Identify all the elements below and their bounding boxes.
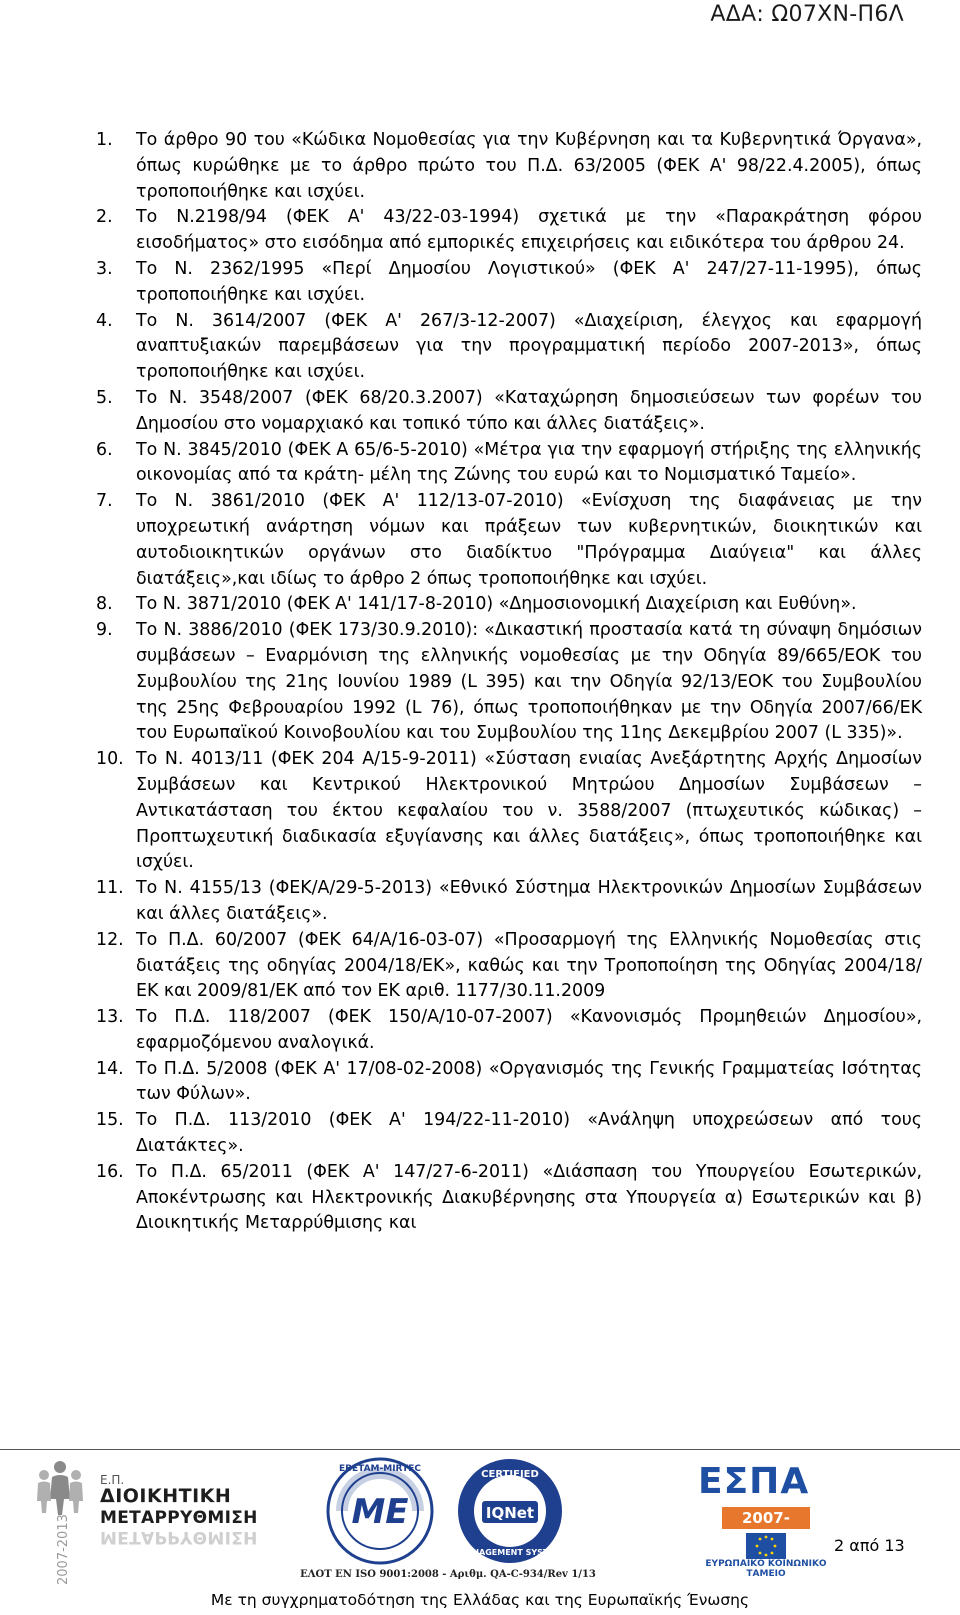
item-text: Το Ν. 3614/2007 (ΦΕΚ Α' 267/3-12-2007) «Διαχείριση, έλεγχος και εφαρμογή αναπτυξιακών παρεμβάσεων για την προγραμματική περίοδο 2007-2013», όπως τροποποιήθηκε και ισχύει. [136, 310, 922, 383]
page-number: 2 από 13 [834, 1536, 905, 1555]
footer-divider [0, 1449, 960, 1450]
iqnet-label: IQNet [485, 1504, 535, 1522]
certification-logos [298, 1455, 598, 1595]
item-text: Το άρθρο 90 του «Κώδικα Νομοθεσίας για την Κυβέρνηση και τα Κυβερνητικά Όργανα», όπως κυρώθηκε με το άρθρο πρώτο του Π.Δ. 63/2005 (ΦΕΚ Α' 98/22.4.2005), όπως τροποποιήθηκε και ισχύει. [136, 130, 922, 202]
espa-logo [688, 1461, 844, 1581]
list-item [96, 618, 922, 747]
item-text: Το Ν.2198/94 (ΦΕΚ Α' 43/22-03-1994) σχετικά με την «Παρακράτηση φόρου εισοδήματος» στο εισόδημα από εμπορικές επιχειρήσεις και ειδικότερα του άρθρου 24. [136, 207, 922, 254]
list-item [96, 592, 922, 618]
item-number: 10. [96, 749, 124, 770]
item-number: 13. [96, 1007, 124, 1028]
item-number: 2. [96, 207, 113, 228]
svg-text:CERTIFIED: CERTIFIED [481, 1469, 539, 1480]
espa-years: 2007- [722, 1507, 810, 1529]
item-number: 16. [96, 1161, 124, 1182]
list-item [96, 1005, 922, 1057]
item-text: Το Ν. 4155/13 (ΦΕΚ/Α/29-5-2013) «Εθνικό Σύστημα Ηλεκτρονικών Δημοσίων Συμβάσεων και άλλες διατάξεις». [136, 878, 922, 924]
list-item [96, 489, 922, 592]
dm-line2: ΜΕΤΑΡΡΥΘΜΙΣΗ [100, 1508, 258, 1528]
list-item [96, 438, 922, 490]
espa-title: ΕΣΠΑ [698, 1461, 810, 1502]
list-item [96, 128, 922, 205]
item-number: 3. [96, 258, 113, 279]
item-text: Το Ν. 3548/2007 (ΦΕΚ 68/20.3.2007) «Καταχώρηση δημοσιεύσεων των φορέων του Δημοσίου στο νομαρχιακό και τοπικό τύπο και άλλες διατάξεις». [136, 387, 922, 434]
list-item [96, 386, 922, 438]
legal-basis-list [96, 128, 922, 1237]
item-number: 1. [96, 130, 113, 150]
item-number: 11. [96, 878, 124, 899]
item-text: Το Ν. 3886/2010 (ΦΕΚ 173/30.9.2010): «Δικαστική προστασία κατά τη σύναψη δημόσιων συμβάσεων – Εναρμόνιση της ελληνικής νομοθεσίας με την Οδηγία 89/665/ΕΟΚ του Συμβουλίου της 21ης Ιουνίου 1989 (L 395) και την Οδηγία 92/13/ΕΟΚ του Συμβουλίου της 25ης Φεβρουαρίου 1992 (L 76), όπως τροποποιήθηκαν με την Οδηγία 2007/66/ΕΚ του Ευρωπαϊκού Κοινοβουλίου και του Συμβουλίου της 11ης Δεκεμβρίου 2007 (L 335)». [136, 620, 922, 744]
item-text: Το Ν. 4013/11 (ΦΕΚ 204 Α/15-9-2011) «Σύσταση ενιαίας Ανεξάρτητης Αρχής Δημοσίων Συμβάσεων και Κεντρικού Ηλεκτρονικού Μητρώου Δημοσίων Συμβάσεων – Αντικατάσταση του έκτου κεφαλαίου του ν. 3588/2007 (πτωχευτικός κώδικας) – Προπτωχευτική διαδικασία εξυγίανσης και άλλες διατάξεις», όπως τροποποιήθηκε και ισχύει. [136, 749, 922, 873]
me-certification-seal-icon [318, 1455, 448, 1567]
item-text: Το Ν. 3845/2010 (ΦΕΚ Α 65/6-5-2010) «Μέτρα για την εφαρμογή στήριξης της ελληνικής οικονομίας από τα κράτη- μέλη της Ζώνης του ευρώ και το Νομισματικό Ταμείο». [136, 439, 922, 486]
list-item [96, 876, 922, 928]
list-item [96, 257, 922, 309]
cofunding-note: Με τη συγχρηματοδότηση της Ελλάδας και της Ευρωπαϊκής Ένωσης [210, 1591, 750, 1609]
iqnet-certified-seal-icon [450, 1455, 570, 1567]
svg-text:ME: ME [351, 1492, 409, 1532]
item-text: Το Π.Δ. 65/2011 (ΦΕΚ Α' 147/27-6-2011) «Διάσπαση του Υπουργείου Εσωτερικών, Αποκέντρωσης και Ηλεκτρονικής Διακυβέρνησης στα Υπουργεία α) Εσωτερικών και β) Διοικητικής Μεταρρύθμισης και [136, 1161, 922, 1234]
dm-ep-label: Ε.Π. [100, 1473, 125, 1487]
item-number: 7. [96, 491, 113, 512]
list-item [96, 747, 922, 876]
svg-text:MANAGEMENT SYSTEM: MANAGEMENT SYSTEM [458, 1548, 562, 1557]
item-number: 5. [96, 387, 113, 408]
item-number: 4. [96, 310, 113, 331]
item-number: 8. [96, 594, 113, 615]
item-text: Το Π.Δ. 118/2007 (ΦΕΚ 150/Α/10-07-2007) «Κανονισμός Προμηθειών Δημοσίου», εφαρμοζόμενου αναλογικά. [136, 1007, 922, 1053]
item-number: 14. [96, 1058, 124, 1079]
list-item [96, 205, 922, 257]
item-text: Το Π.Δ. 60/2007 (ΦΕΚ 64/Α/16-03-07) «Προσαρμογή της Ελληνικής Νομοθεσίας στις διατάξεις της οδηγίας 2004/18/ΕΚ», καθώς και την Τροποποίηση της Οδηγίας 2004/18/ΕΚ και 2009/81/ΕΚ από τον ΕΚ αριθ. 1177/30.11.2009 [136, 929, 922, 1002]
eu-flag-icon [746, 1533, 786, 1559]
item-text: Το Ν. 2362/1995 «Περί Δημοσίου Λογιστικού» (ΦΕΚ Α' 247/27-11-1995), όπως τροποποιήθηκε και ισχύει. [136, 258, 922, 305]
dioikitiki-metarrythmisi-logo [20, 1455, 258, 1585]
list-item [96, 1057, 922, 1109]
iso-caption: ΕΛΟΤ ΕΝ ISO 9001:2008 - Αριθμ. QA-C-934/Rev 1/13 [300, 1569, 596, 1580]
ada-code: ΑΔΑ: Ω07ΧΝ-Π6Λ [710, 2, 904, 27]
item-number: 12. [96, 929, 124, 950]
item-number: 9. [96, 620, 113, 641]
list-item [96, 309, 922, 386]
item-number: 15. [96, 1110, 124, 1131]
espa-subtitle: ΕΥΡΩΠΑΪΚΟ ΚΟΙΝΩΝΙΚΟ ΤΑΜΕΙΟ [705, 1559, 827, 1579]
svg-text:EBETAM-MIRTEC: EBETAM-MIRTEC [339, 1464, 421, 1474]
list-item [96, 1108, 922, 1160]
item-text: Το Π.Δ. 113/2010 (ΦΕΚ Α' 194/22-11-2010) «Ανάληψη υποχρεώσεων από τους Διατάκτες». [136, 1110, 922, 1157]
list-item [96, 928, 922, 1005]
dm-years: 2007-2013 [56, 1514, 71, 1585]
dm-line1: ΔΙΟΙΚΗΤΙΚΗ [100, 1485, 232, 1507]
item-text: Το Π.Δ. 5/2008 (ΦΕΚ Α' 17/08-02-2008) «Οργανισμός της Γενικής Γραμματείας Ισότητας των Φύλων». [136, 1058, 922, 1105]
item-text: Το Ν. 3871/2010 (ΦΕΚ Α' 141/17-8-2010) «Δημοσιονομική Διαχείριση και Ευθύνη». [136, 594, 857, 615]
item-number: 6. [96, 439, 113, 460]
list-item [96, 1160, 922, 1237]
item-text: Το Ν. 3861/2010 (ΦΕΚ Α' 112/13-07-2010) «Ενίσχυση της διαφάνειας με την υποχρεωτική ανάρτηση νόμων και πράξεων των κυβερνητικών, διοικητικών και αυτοδιοικητικών οργάνων στο διαδίκτυο "Πρόγραμμα Διαύγεια" και άλλες διατάξεις»,και ιδίως το άρθρο 2 όπως τροποποιήθηκε και ισχύει. [136, 491, 922, 589]
footer-logos [0, 1455, 960, 1605]
dm-line2-reflection: ΜΕΤΑΡΡΥΘΜΙΣΗ [100, 1527, 258, 1547]
